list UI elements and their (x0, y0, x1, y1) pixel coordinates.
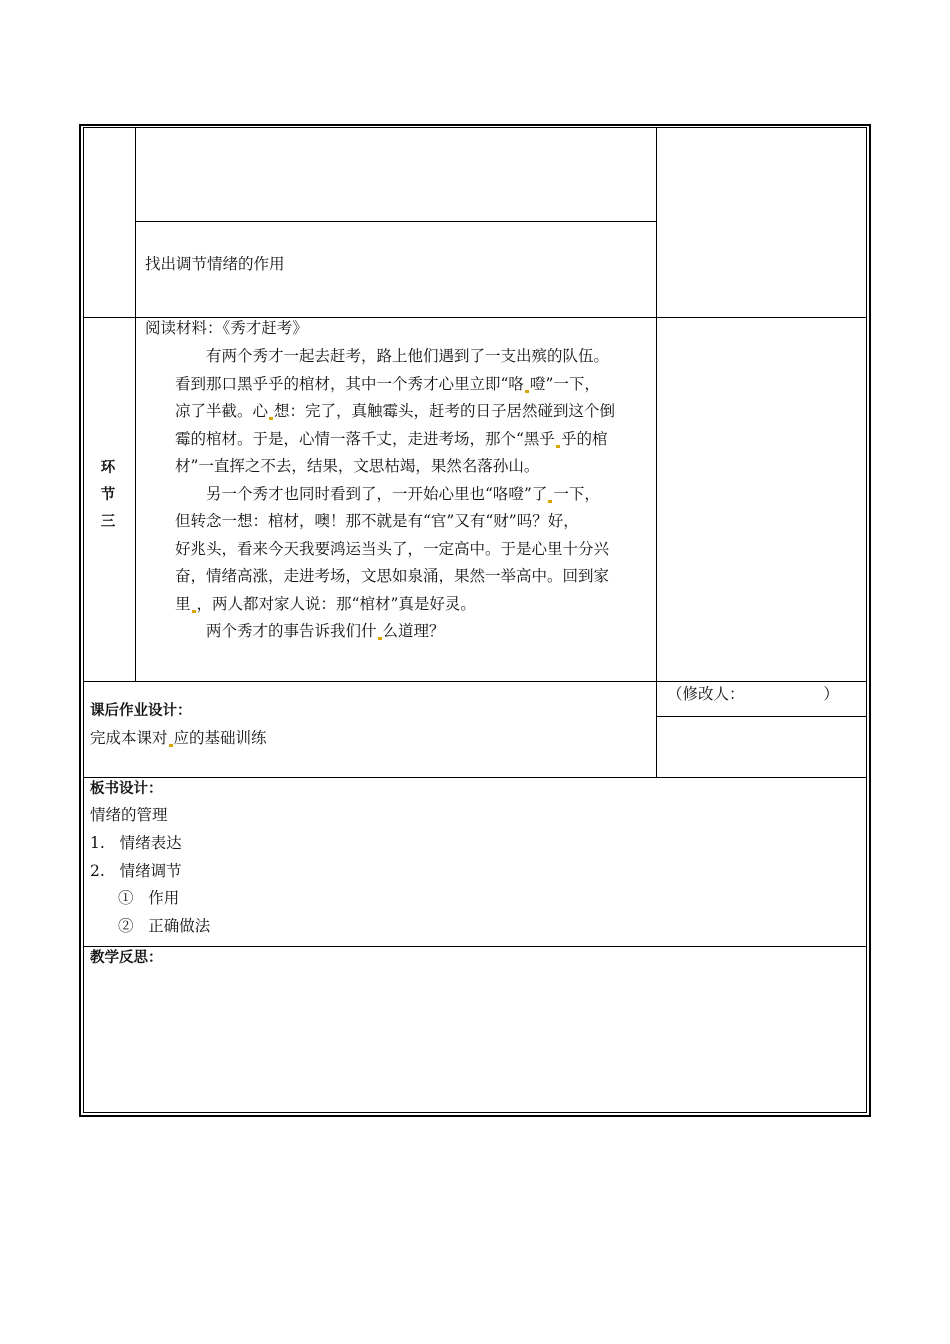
story-line: 但转念一想：棺材，噢！那不就是有“官”又有“财”吗？好， (175, 512, 579, 530)
story-text: ，两人都对家人说：那“棺材”真是好灵。 (196, 595, 476, 613)
edit-mark (169, 744, 173, 747)
section3-label-char: 三 (100, 514, 116, 530)
board-item: 1. 情绪表达 (90, 834, 182, 852)
material-title: 阅读材料：《秀才赶考》 (145, 319, 308, 337)
edit-mark (556, 445, 560, 448)
board-item: 2. 情绪调节 (90, 862, 182, 880)
homework-text-part: 完成本课对 (90, 729, 168, 747)
section3-label-char: 节 (100, 487, 116, 503)
grid-line (83, 777, 867, 778)
reflection-title: 教学反思： (90, 950, 163, 966)
grid-line (135, 221, 656, 222)
story-line: 奋，情绪高涨，走进考场，文思如泉涌，果然一举高中。回到家 (175, 567, 610, 585)
story-line (175, 374, 600, 394)
edit-mark (525, 390, 529, 393)
edit-mark (548, 500, 552, 503)
grid-line (83, 681, 867, 682)
homework-title: 课后作业设计： (90, 703, 192, 719)
grid-line (83, 946, 867, 947)
story-line (175, 401, 615, 421)
story-text: 霉的棺材。于是，心情一落千丈，走进考场，那个“黑乎 (175, 430, 555, 448)
grid-line (656, 716, 867, 717)
story-text: 么道理？ (382, 622, 445, 640)
section2-text: 找出调节情绪的作用 (145, 255, 285, 273)
story-text: 想：完了，真触霉头，赶考的日子居然碰到这个倒 (274, 402, 616, 420)
board-title: 板书设计： (90, 781, 163, 797)
edit-mark (269, 417, 273, 420)
edit-mark (378, 637, 382, 640)
board-item: ② 正确做法 (118, 917, 211, 935)
story-line: 有两个秀才一起去赶考，路上他们遇到了一支出殡的队伍。 (206, 347, 610, 365)
homework-text (90, 728, 267, 748)
story-text: 两个秀才的事告诉我们什 (206, 622, 377, 640)
story-line (206, 621, 445, 641)
section3-label (97, 455, 119, 536)
board-item: ① 作用 (118, 889, 180, 907)
story-text: 凉了半截。心 (175, 402, 269, 420)
reviser-field: （修改人： ） (667, 685, 839, 703)
story-text: 看到那口黑乎乎的棺材，其中一个秀才心里立即“咯 (175, 375, 524, 393)
story-text: 乎的棺 (560, 430, 608, 448)
story-line: 好兆头，看来今天我要鸿运当头了，一定高中。于是心里十分兴 (175, 540, 610, 558)
story-text: 里 (175, 595, 191, 613)
table-inner-border (83, 127, 867, 1113)
story-line (175, 594, 476, 614)
section3-label-char: 环 (100, 460, 116, 476)
story-text: 一下， (553, 485, 600, 503)
story-line (175, 429, 607, 449)
grid-line (135, 127, 136, 682)
story-text: 另一个秀才也同时看到了，一开始心里也“咯噔”了 (206, 485, 548, 503)
board-item: 情绪的管理 (90, 806, 168, 824)
story-line: 材”一直挥之不去，结果，文思枯竭，果然名落孙山。 (175, 457, 540, 475)
story-text: 噔”一下， (529, 375, 600, 393)
edit-mark (192, 610, 196, 613)
story-line (206, 484, 600, 504)
homework-text-part: 应的基础训练 (173, 729, 267, 747)
